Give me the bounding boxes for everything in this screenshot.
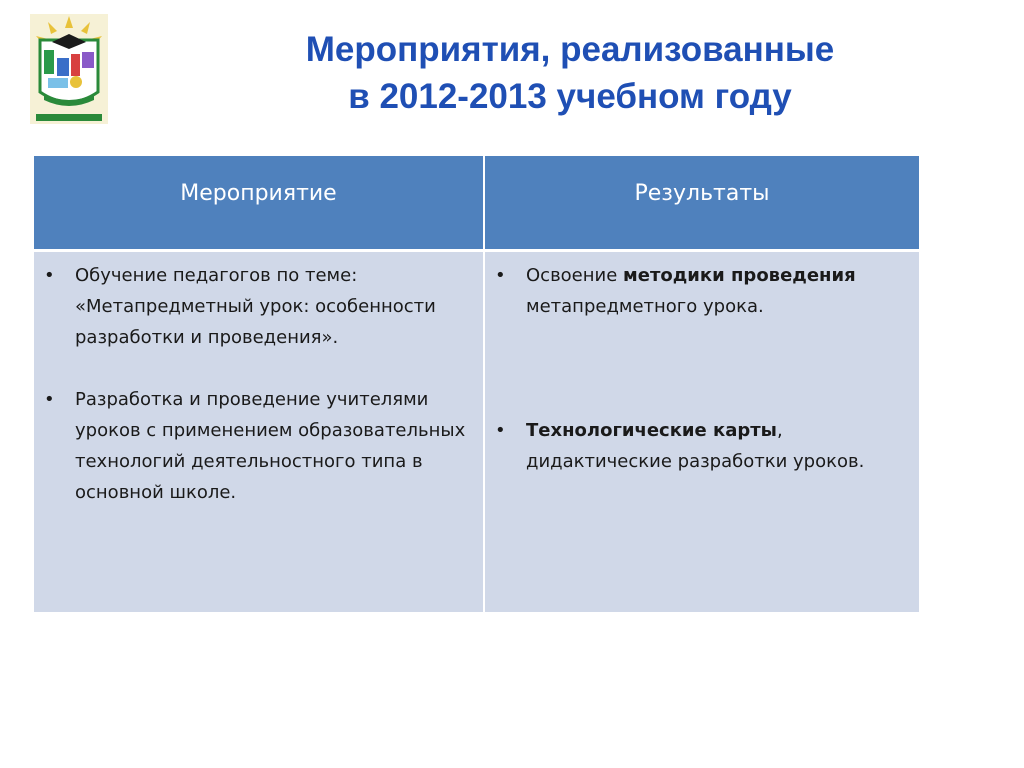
results-cell bbox=[484, 251, 920, 614]
list-item bbox=[493, 260, 909, 322]
school-emblem-logo bbox=[30, 14, 108, 124]
school-emblem-icon bbox=[30, 14, 108, 124]
list-item bbox=[42, 384, 473, 508]
table-header-row bbox=[33, 155, 920, 251]
result-text-bold: методики проведения bbox=[623, 265, 856, 286]
events-cell bbox=[33, 251, 484, 614]
result-text-suffix: метапредметного урока. bbox=[526, 296, 764, 317]
events-table bbox=[32, 154, 921, 614]
results-list bbox=[493, 260, 909, 477]
events-list bbox=[42, 260, 473, 508]
bullet-icon: • bbox=[44, 389, 55, 410]
list-item bbox=[42, 260, 473, 353]
header-results: Результаты bbox=[484, 155, 920, 251]
slide-title bbox=[200, 26, 940, 120]
event-text: Обучение педагогов по теме: «Метапредметный урок: особенности разработки и проведения». bbox=[75, 265, 436, 348]
event-text: Разработка и проведение учителями уроков с применением образовательных технологий деятельностного типа в основной школе. bbox=[75, 389, 466, 503]
result-text-bold: Технологические карты bbox=[526, 420, 777, 441]
result-text-suffix: , дидактические разработки уроков. bbox=[526, 420, 865, 472]
slide-title-line-1: Мероприятия, реализованные bbox=[305, 30, 835, 69]
bullet-icon: • bbox=[44, 265, 55, 286]
table-row bbox=[33, 251, 920, 614]
bullet-icon: • bbox=[495, 420, 506, 441]
slide-title-line-2: в 2012-2013 учебном году bbox=[348, 77, 792, 116]
result-text-prefix: Освоение bbox=[526, 265, 624, 286]
bullet-icon: • bbox=[495, 265, 506, 286]
header-event: Мероприятие bbox=[33, 155, 484, 251]
list-item bbox=[493, 415, 909, 477]
